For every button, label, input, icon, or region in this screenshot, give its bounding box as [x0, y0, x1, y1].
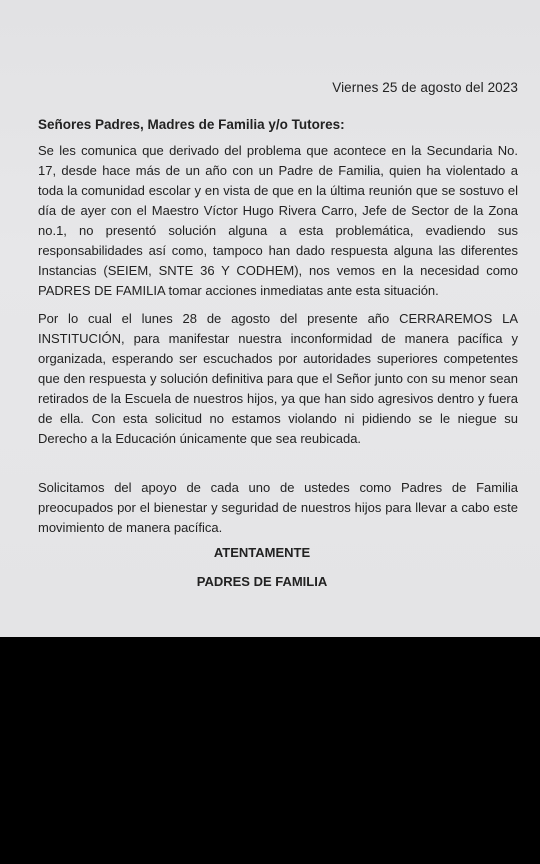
- letter-paragraph-1: Se les comunica que derivado del problema que acontece en la Secundaria No. 17, desde hace más de un año con un Padre de Familia, quien ha violentado a toda la comunidad escolar y en vista de que en la última reunión que se sostuvo el día de ayer con el Maestro Víctor Hugo Rivera Carro, Jefe de Sector de la Zona no.1, no presentó solución alguna a esta problemática, evadiendo sus responsabilidades así como, tampoco han dado respuesta alguna las diferentes Instancias (SEIEM, SNTE 36 Y CODHEM), nos vemos en la necesidad como PADRES DE FAMILIA tomar acciones inmediatas ante esta situación.: [38, 143, 518, 298]
- letter-paragraph-3: Solicitamos del apoyo de cada uno de ustedes como Padres de Familia preocupados por el bienestar y seguridad de nuestros hijos para llevar a cabo este movimiento de manera pacífica.: [38, 480, 518, 535]
- letter-paragraph-2: Por lo cual el lunes 28 de agosto del presente año CERRAREMOS LA INSTITUCIÓN, para manifestar nuestra inconformidad de manera pacífica y organizada, esperando ser escuchados por autoridades superiores competentes que den respuesta y solución definitiva para que el Señor junto con su menor sean retirados de la Escuela de nuestros hijos, ya que han sido agresivos dentro y fuera de ella. Con esta solicitud no estamos violando ni pidiendo se le niegue su Derecho a la Educación únicamente que sea reubicada.: [38, 311, 518, 446]
- letter-greeting: Señores Padres, Madres de Familia y/o Tutores:: [38, 117, 345, 132]
- letter-closing: ATENTAMENTE: [213, 545, 311, 560]
- letter-date: Viernes 25 de agosto del 2023: [332, 80, 518, 95]
- letter-signer: PADRES DE FAMILIA: [196, 574, 328, 589]
- black-lower-area: [0, 637, 540, 864]
